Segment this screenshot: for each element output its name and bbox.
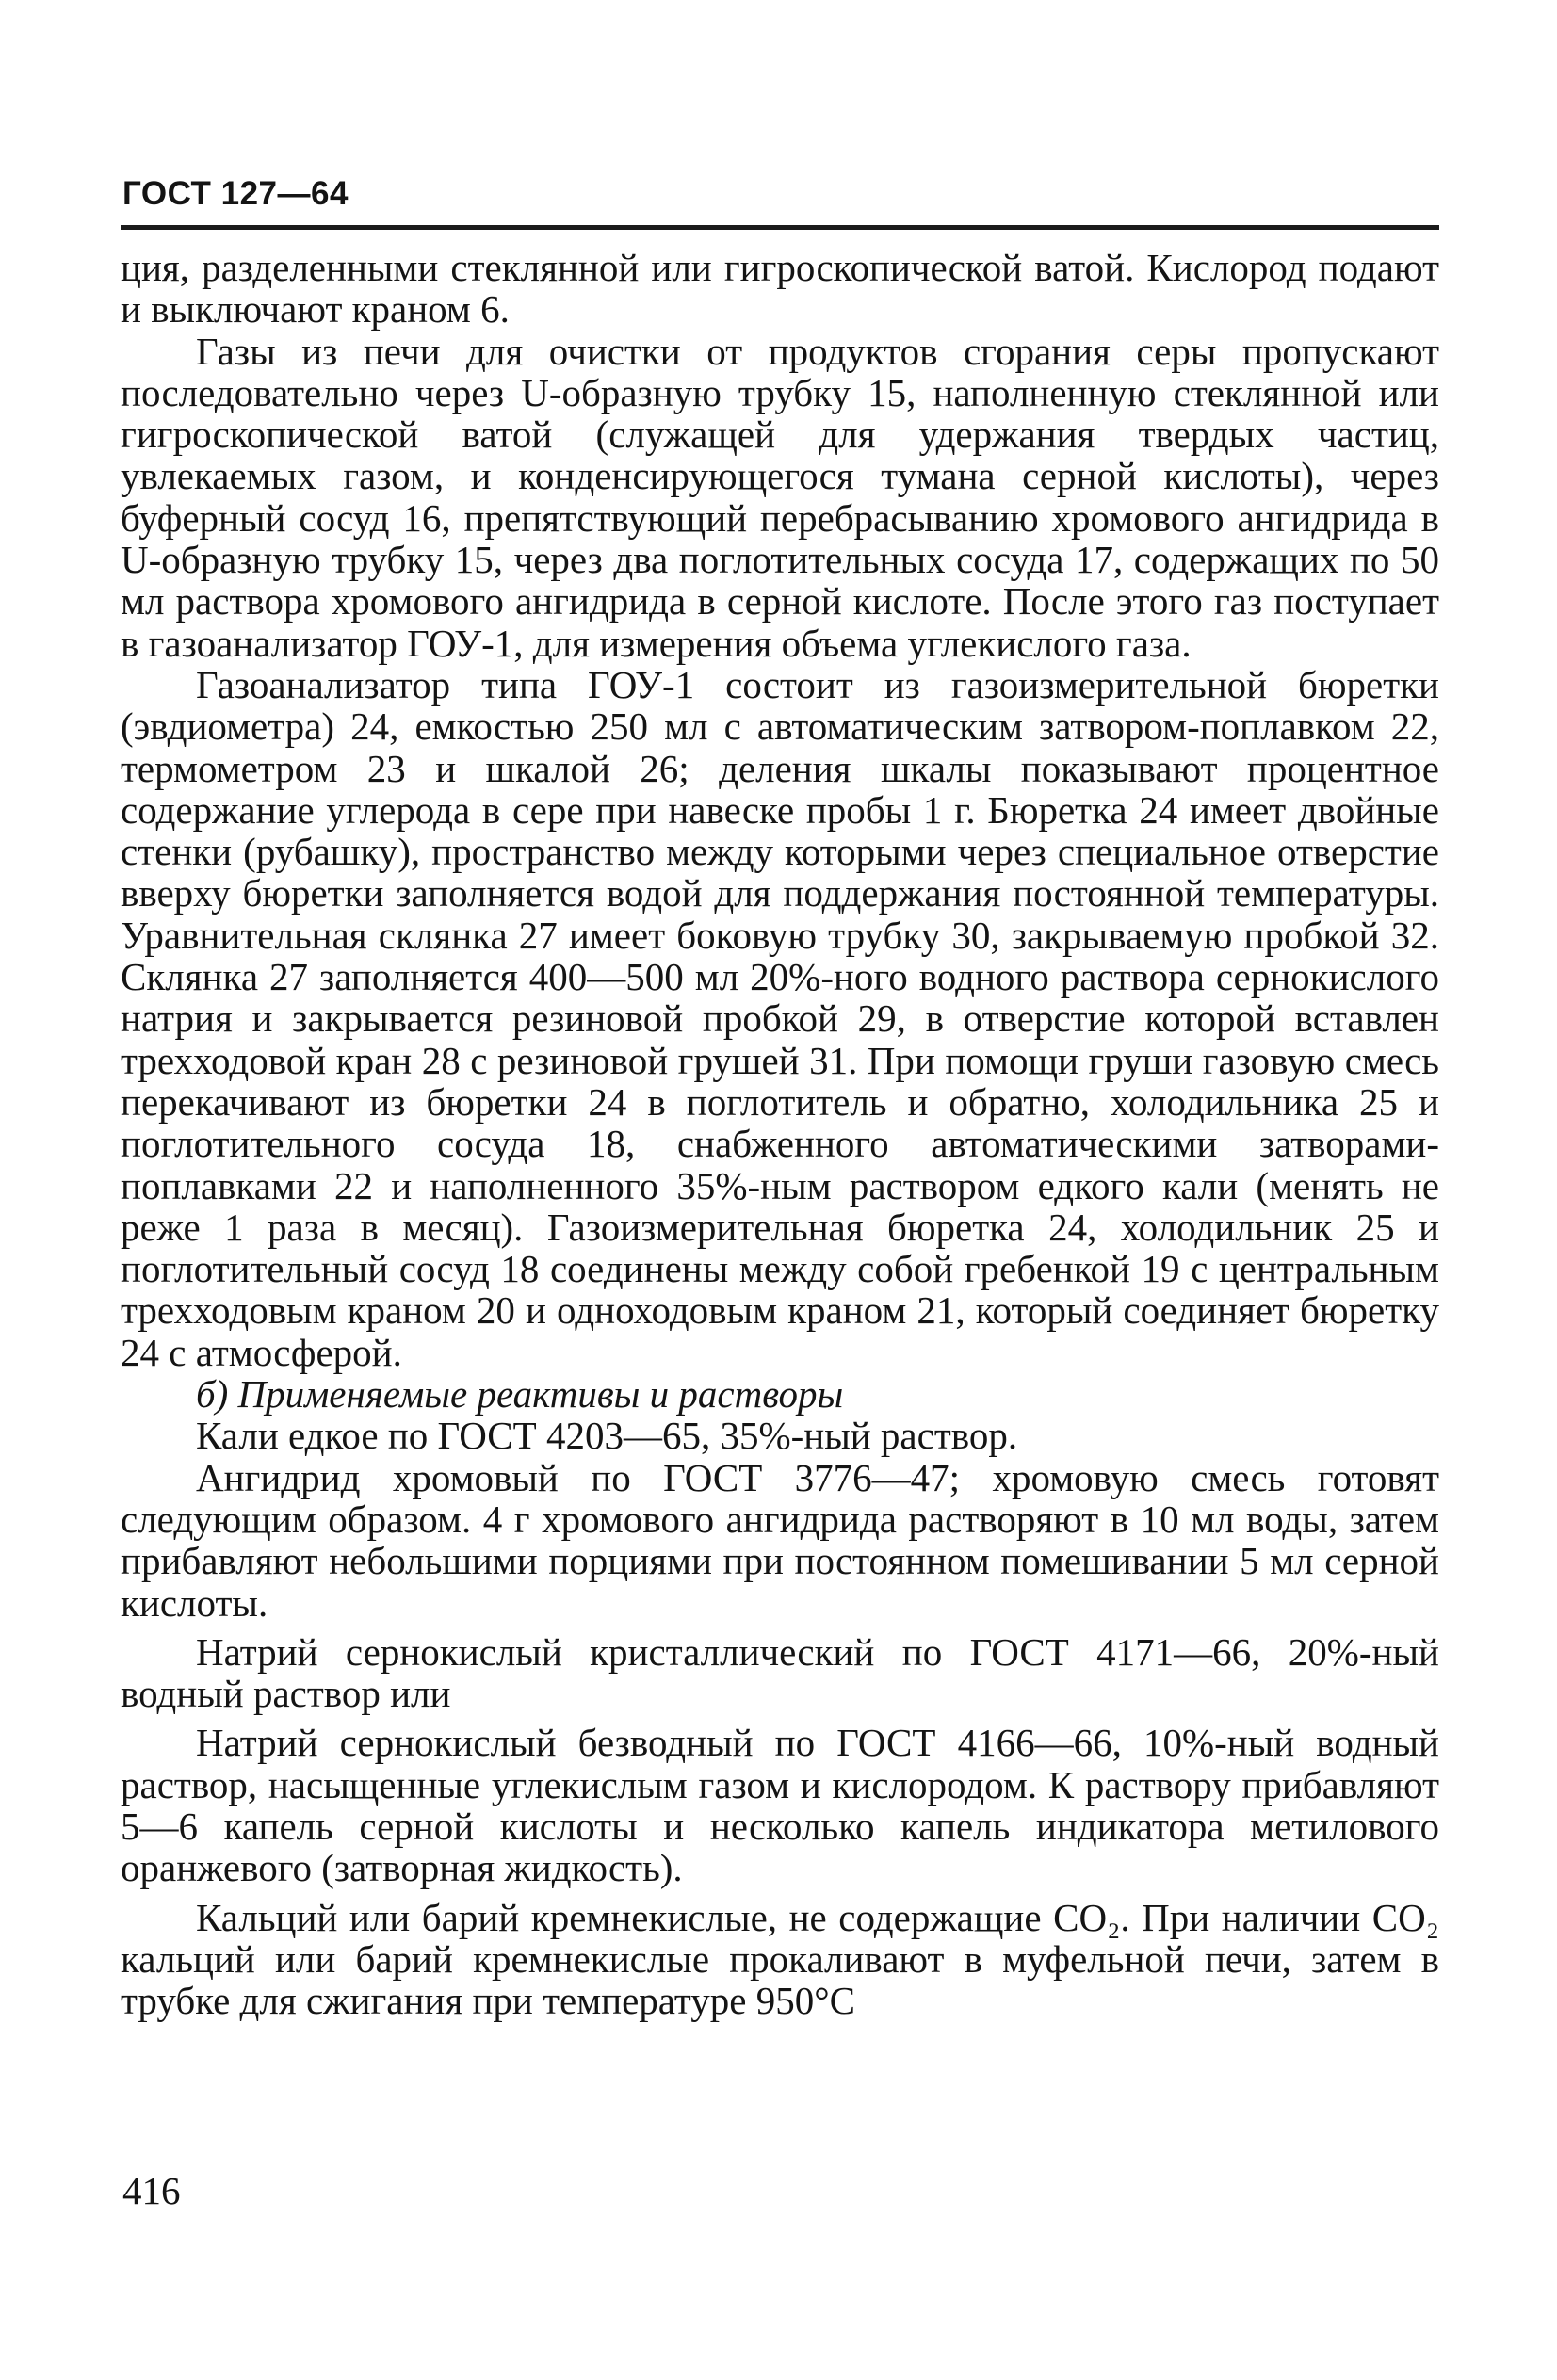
body-text xyxy=(121,247,1439,2021)
document-header: ГОСТ 127—64 xyxy=(122,175,349,212)
paragraph-gas-purification: Газы из печи для очистки от продуктов сгорания серы пропускают последовательно через U-образную трубку 15, наполненную стеклянной или гигроскопической ватой (служащей для удержания твердых частиц, увлекаемых газом, и конденсирующегося тумана серной кислоты), через буферный сосуд 16, препятствующий перебрасыванию хромового ангидрида в U-образную трубку 15, через два поглотительных сосуда 17, содержащих по 50 мл раствора хромового ангидрида в серной кислоте. После этого газ поступает в газоанализатор ГОУ-1, для измерения объема углекислого газа. xyxy=(121,329,1439,665)
reagent-silicates: Кальций или барий кремнекислые, не содержащие CO₂. При наличии CO₂ кальций или барий кремнекислые прокаливают в муфельной печи, затем в трубке для сжигания при температуре 950°С xyxy=(121,1895,1439,2023)
reagent-potassium-hydroxide: Кали едкое по ГОСТ 4203—65, 35%-ный раствор. xyxy=(196,1414,1018,1458)
paragraph-continuation: ция, разделенными стеклянной или гигроскопической ватой. Кислород подают и выключают краном 6. xyxy=(121,246,1439,332)
reagent-chromic-anhydride: Ангидрид хромовый по ГОСТ 3776—47; хромовую смесь готовят следующим образом. 4 г хромового ангидрида растворяют в 10 мл воды, затем прибавляют небольшими порциями при постоянном помешивании 5 мл серной кислоты. xyxy=(121,1455,1439,1625)
paragraph-gas-analyzer: Газоанализатор типа ГОУ-1 состоит из газоизмерительной бюретки (эвдиометра) 24, емкостью 250 мл с автоматическим затвором-поплавком 22, термометром 23 и шкалой 26; деления шкалы показывают процентное содержание углерода в сере при навеске пробы 1 г. Бюретка 24 имеет двойные стенки (рубашку), пространство между которыми через специальное отверстие вверху бюретки заполняется водой для поддержания постоянной температуры. Уравнительная склянка 27 имеет боковую трубку 30, закрываемую пробкой 32. Склянка 27 заполняется 400—500 мл 20%-ного водного раствора сернокислого натрия и закрывается резиновой пробкой 29, в отверстие которой вставлен трехходовой кран 28 с резиновой грушей 31. При помощи груши газовую смесь перекачивают из бюретки 24 в поглотитель и обратно, холодильника 25 и поглотительного сосуда 18, снабженного автоматическими затворами-поплавками 22 и наполненного 35%-ным раствором едкого кали (менять не реже 1 раза в месяц). Газоизмерительная бюретка 24, холодильник 25 и поглотительный сосуд 18 соединены между собой гребенкой 19 с центральным трехходовым краном 20 и одноходовым краном 21, который соединяет бюретку 24 с атмосферой. xyxy=(121,662,1439,1374)
header-rule xyxy=(121,225,1439,230)
section-title-reagents: б) Применяемые реактивы и растворы xyxy=(196,1372,844,1417)
reagent-sodium-sulfate-crystalline: Натрий сернокислый кристаллический по ГОСТ 4171—66, 20%-ный водный раствор или xyxy=(121,1629,1439,1716)
reagent-sodium-sulfate-anhydrous: Натрий сернокислый безводный по ГОСТ 4166—66, 10%-ный водный раствор, насыщенные углекислым газом и кислородом. К раствору прибавляют 5—6 капель серной кислоты и несколько капель индикатора метилового оранжевого (затворная жидкость). xyxy=(121,1721,1439,1890)
page-number: 416 xyxy=(122,2169,181,2212)
